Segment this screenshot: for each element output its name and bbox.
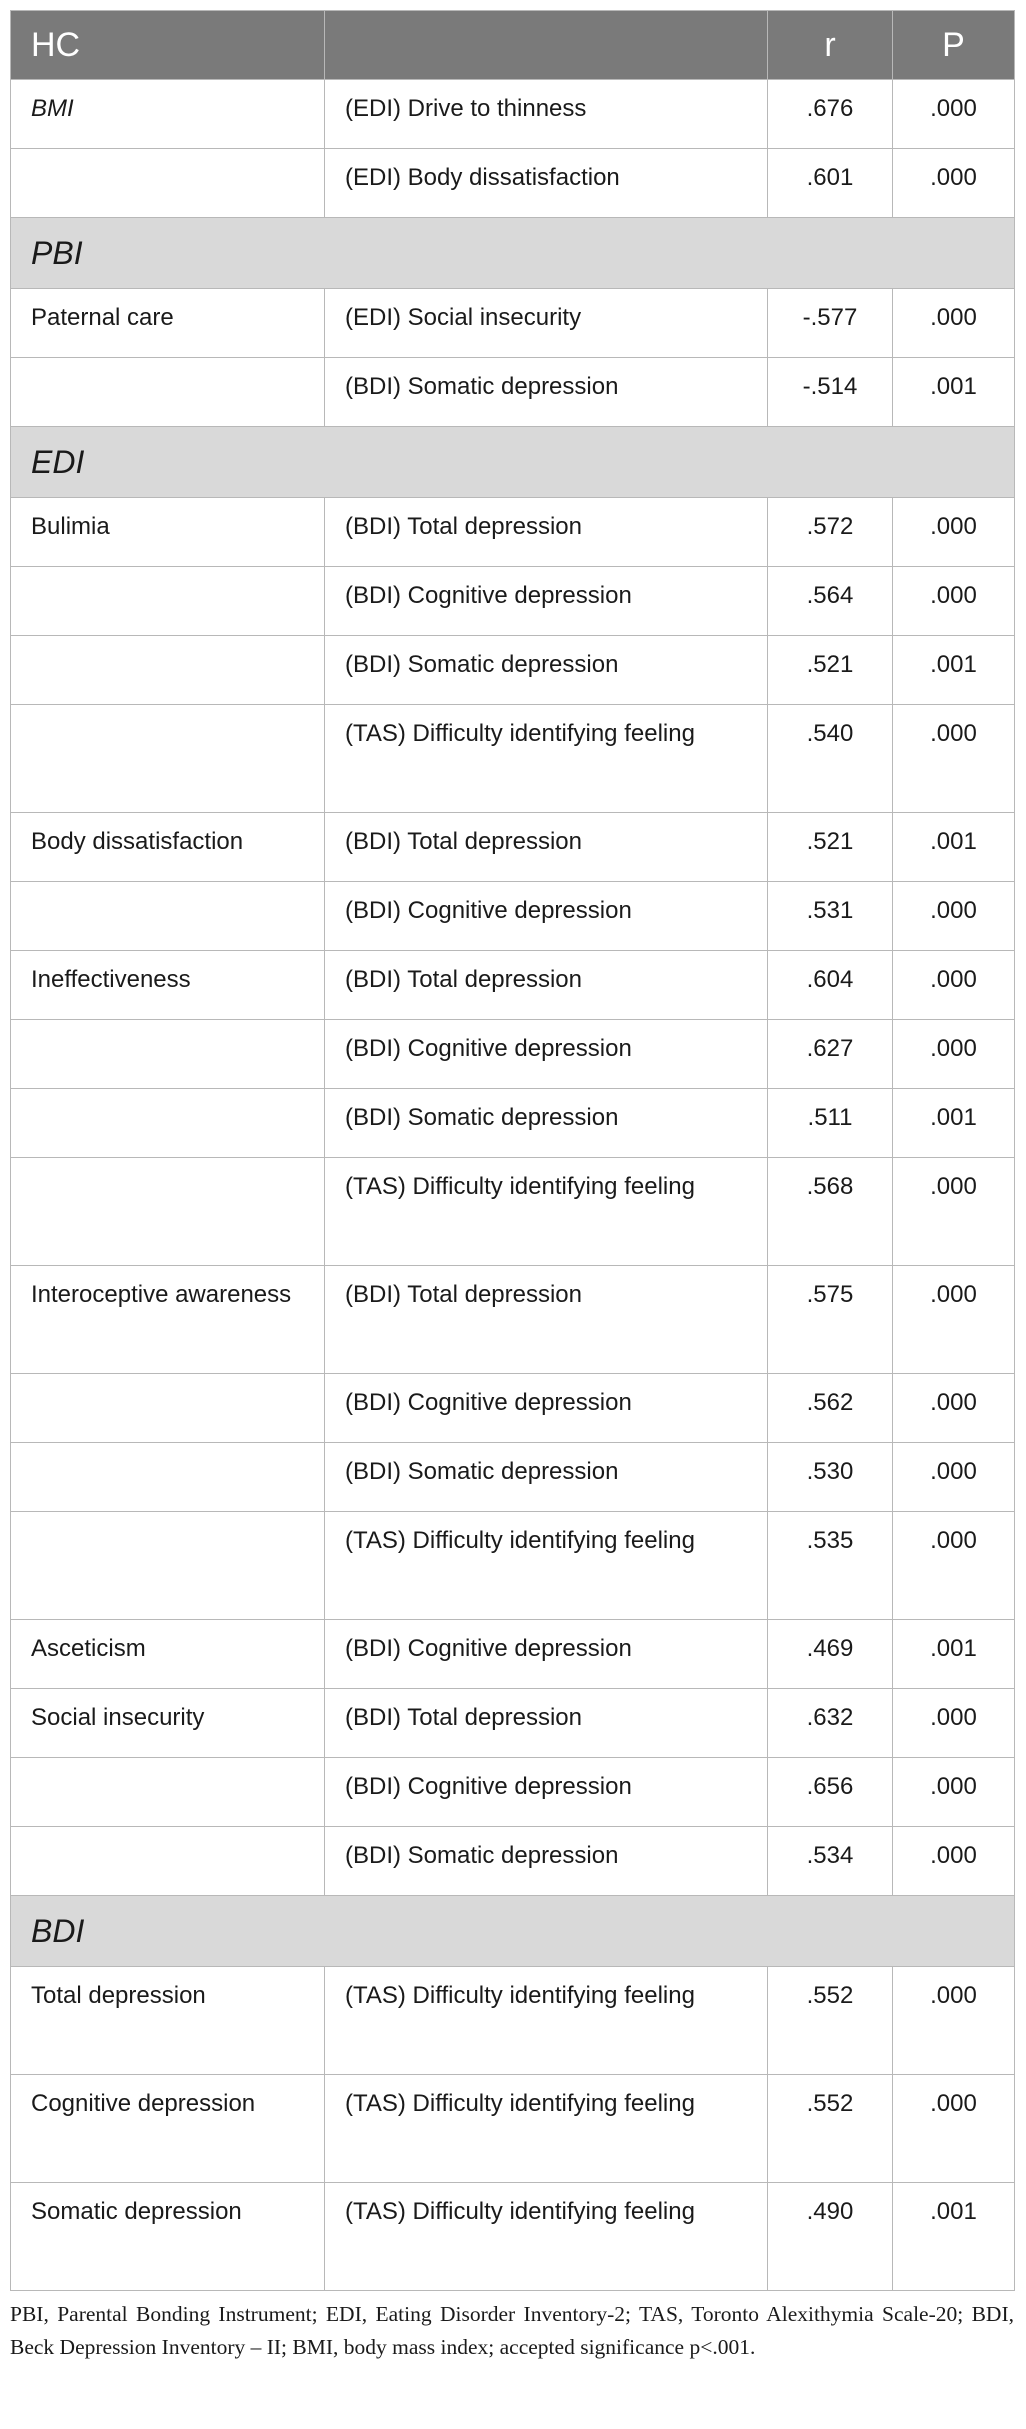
r-value-cell: .469 [768, 1620, 893, 1689]
r-value-cell: .535 [768, 1512, 893, 1620]
table-header [11, 11, 1015, 80]
table-row [11, 705, 1015, 813]
header-r: r [768, 11, 893, 80]
measure-cell: Total depression [11, 1967, 325, 2075]
correlated-variable-cell: (TAS) Difficulty identifying feeling [325, 1512, 768, 1620]
correlated-variable-cell: (BDI) Somatic depression [325, 1443, 768, 1512]
correlated-variable-cell: (BDI) Total depression [325, 1266, 768, 1374]
r-value-cell: -.514 [768, 358, 893, 427]
p-value-cell: .000 [893, 1158, 1015, 1266]
correlated-variable-cell: (TAS) Difficulty identifying feeling [325, 1158, 768, 1266]
r-value-cell: .575 [768, 1266, 893, 1374]
p-value-cell: .000 [893, 1443, 1015, 1512]
table-row [11, 1827, 1015, 1896]
measure-cell: Ineffectiveness [11, 951, 325, 1020]
table-row [11, 1758, 1015, 1827]
r-value-cell: .552 [768, 2075, 893, 2183]
r-value-cell: .540 [768, 705, 893, 813]
p-value-cell: .000 [893, 1827, 1015, 1896]
p-value-cell: .000 [893, 1967, 1015, 2075]
measure-cell: Bulimia [11, 498, 325, 567]
p-value-cell: .001 [893, 358, 1015, 427]
correlated-variable-cell: (BDI) Cognitive depression [325, 882, 768, 951]
section-row [11, 1896, 1015, 1967]
correlated-variable-cell: (BDI) Somatic depression [325, 358, 768, 427]
correlated-variable-cell: (BDI) Somatic depression [325, 1827, 768, 1896]
table-row [11, 951, 1015, 1020]
p-value-cell: .000 [893, 80, 1015, 149]
measure-cell: BMI [11, 80, 325, 149]
p-value-cell: .000 [893, 1512, 1015, 1620]
r-value-cell: .521 [768, 813, 893, 882]
measure-cell [11, 636, 325, 705]
header-variable [325, 11, 768, 80]
p-value-cell: .000 [893, 1266, 1015, 1374]
p-value-cell: .001 [893, 1089, 1015, 1158]
correlated-variable-cell: (EDI) Body dissatisfaction [325, 149, 768, 218]
r-value-cell: .572 [768, 498, 893, 567]
table-row [11, 1158, 1015, 1266]
measure-cell [11, 1089, 325, 1158]
r-value-cell: .632 [768, 1689, 893, 1758]
r-value-cell: .531 [768, 882, 893, 951]
measure-cell [11, 1020, 325, 1089]
correlated-variable-cell: (TAS) Difficulty identifying feeling [325, 705, 768, 813]
section-label: EDI [11, 427, 1015, 498]
r-value-cell: .568 [768, 1158, 893, 1266]
table-body [11, 80, 1015, 2291]
measure-cell: Asceticism [11, 1620, 325, 1689]
table-row [11, 2183, 1015, 2291]
correlated-variable-cell: (BDI) Total depression [325, 951, 768, 1020]
correlated-variable-cell: (EDI) Social insecurity [325, 289, 768, 358]
p-value-cell: .001 [893, 813, 1015, 882]
correlated-variable-cell: (BDI) Total depression [325, 813, 768, 882]
measure-cell [11, 567, 325, 636]
measure-cell [11, 1512, 325, 1620]
measure-cell [11, 705, 325, 813]
table-row [11, 1443, 1015, 1512]
table-row [11, 289, 1015, 358]
table-row [11, 813, 1015, 882]
p-value-cell: .000 [893, 2075, 1015, 2183]
p-value-cell: .000 [893, 149, 1015, 218]
r-value-cell: -.577 [768, 289, 893, 358]
p-value-cell: .000 [893, 951, 1015, 1020]
table-row [11, 149, 1015, 218]
measure-cell: Body dissatisfaction [11, 813, 325, 882]
correlated-variable-cell: (BDI) Cognitive depression [325, 567, 768, 636]
p-value-cell: .000 [893, 1020, 1015, 1089]
measure-cell [11, 882, 325, 951]
measure-cell [11, 358, 325, 427]
measure-cell: Paternal care [11, 289, 325, 358]
p-value-cell: .001 [893, 636, 1015, 705]
r-value-cell: .564 [768, 567, 893, 636]
correlated-variable-cell: (BDI) Cognitive depression [325, 1020, 768, 1089]
p-value-cell: .000 [893, 498, 1015, 567]
section-label: BDI [11, 1896, 1015, 1967]
p-value-cell: .000 [893, 882, 1015, 951]
measure-cell: Somatic depression [11, 2183, 325, 2291]
measure-cell [11, 1443, 325, 1512]
table-row [11, 2075, 1015, 2183]
section-row [11, 218, 1015, 289]
table-row [11, 1689, 1015, 1758]
p-value-cell: .001 [893, 1620, 1015, 1689]
r-value-cell: .511 [768, 1089, 893, 1158]
r-value-cell: .656 [768, 1758, 893, 1827]
measure-cell [11, 149, 325, 218]
section-label: PBI [11, 218, 1015, 289]
table-footnote: PBI, Parental Bonding Instrument; EDI, Eating Disorder Inventory-2; TAS, Toronto Alexithymia Scale-20; BDI, Beck Depression Inventory – II; BMI, body mass index; accepted significance p<.001. [10, 2302, 1014, 2359]
table-row [11, 1967, 1015, 2075]
table-row [11, 882, 1015, 951]
measure-cell [11, 1827, 325, 1896]
r-value-cell: .490 [768, 2183, 893, 2291]
r-value-cell: .521 [768, 636, 893, 705]
p-value-cell: .000 [893, 567, 1015, 636]
r-value-cell: .627 [768, 1020, 893, 1089]
r-value-cell: .562 [768, 1374, 893, 1443]
p-value-cell: .000 [893, 1758, 1015, 1827]
correlated-variable-cell: (BDI) Total depression [325, 1689, 768, 1758]
correlation-table [10, 10, 1015, 2291]
correlated-variable-cell: (BDI) Somatic depression [325, 636, 768, 705]
header-group: HC [11, 11, 325, 80]
table-row [11, 358, 1015, 427]
table-row [11, 1374, 1015, 1443]
measure-cell: Cognitive depression [11, 2075, 325, 2183]
p-value-cell: .000 [893, 1374, 1015, 1443]
correlated-variable-cell: (BDI) Cognitive depression [325, 1758, 768, 1827]
table-row [11, 567, 1015, 636]
correlated-variable-cell: (TAS) Difficulty identifying feeling [325, 2183, 768, 2291]
table-row [11, 1089, 1015, 1158]
measure-cell [11, 1158, 325, 1266]
measure-cell: Interoceptive awareness [11, 1266, 325, 1374]
table-row [11, 636, 1015, 705]
r-value-cell: .676 [768, 80, 893, 149]
measure-cell [11, 1758, 325, 1827]
table-row [11, 1620, 1015, 1689]
r-value-cell: .534 [768, 1827, 893, 1896]
correlated-variable-cell: (EDI) Drive to thinness [325, 80, 768, 149]
correlated-variable-cell: (BDI) Somatic depression [325, 1089, 768, 1158]
correlated-variable-cell: (BDI) Total depression [325, 498, 768, 567]
r-value-cell: .604 [768, 951, 893, 1020]
p-value-cell: .000 [893, 705, 1015, 813]
header-p: P [893, 11, 1015, 80]
correlated-variable-cell: (TAS) Difficulty identifying feeling [325, 1967, 768, 2075]
p-value-cell: .000 [893, 289, 1015, 358]
p-value-cell: .001 [893, 2183, 1015, 2291]
table-row [11, 1020, 1015, 1089]
r-value-cell: .552 [768, 1967, 893, 2075]
section-row [11, 427, 1015, 498]
table-row [11, 1512, 1015, 1620]
correlated-variable-cell: (BDI) Cognitive depression [325, 1620, 768, 1689]
table-row [11, 80, 1015, 149]
measure-cell [11, 1374, 325, 1443]
correlated-variable-cell: (BDI) Cognitive depression [325, 1374, 768, 1443]
p-value-cell: .000 [893, 1689, 1015, 1758]
correlated-variable-cell: (TAS) Difficulty identifying feeling [325, 2075, 768, 2183]
measure-cell: Social insecurity [11, 1689, 325, 1758]
r-value-cell: .601 [768, 149, 893, 218]
table-row [11, 1266, 1015, 1374]
table-row [11, 498, 1015, 567]
r-value-cell: .530 [768, 1443, 893, 1512]
